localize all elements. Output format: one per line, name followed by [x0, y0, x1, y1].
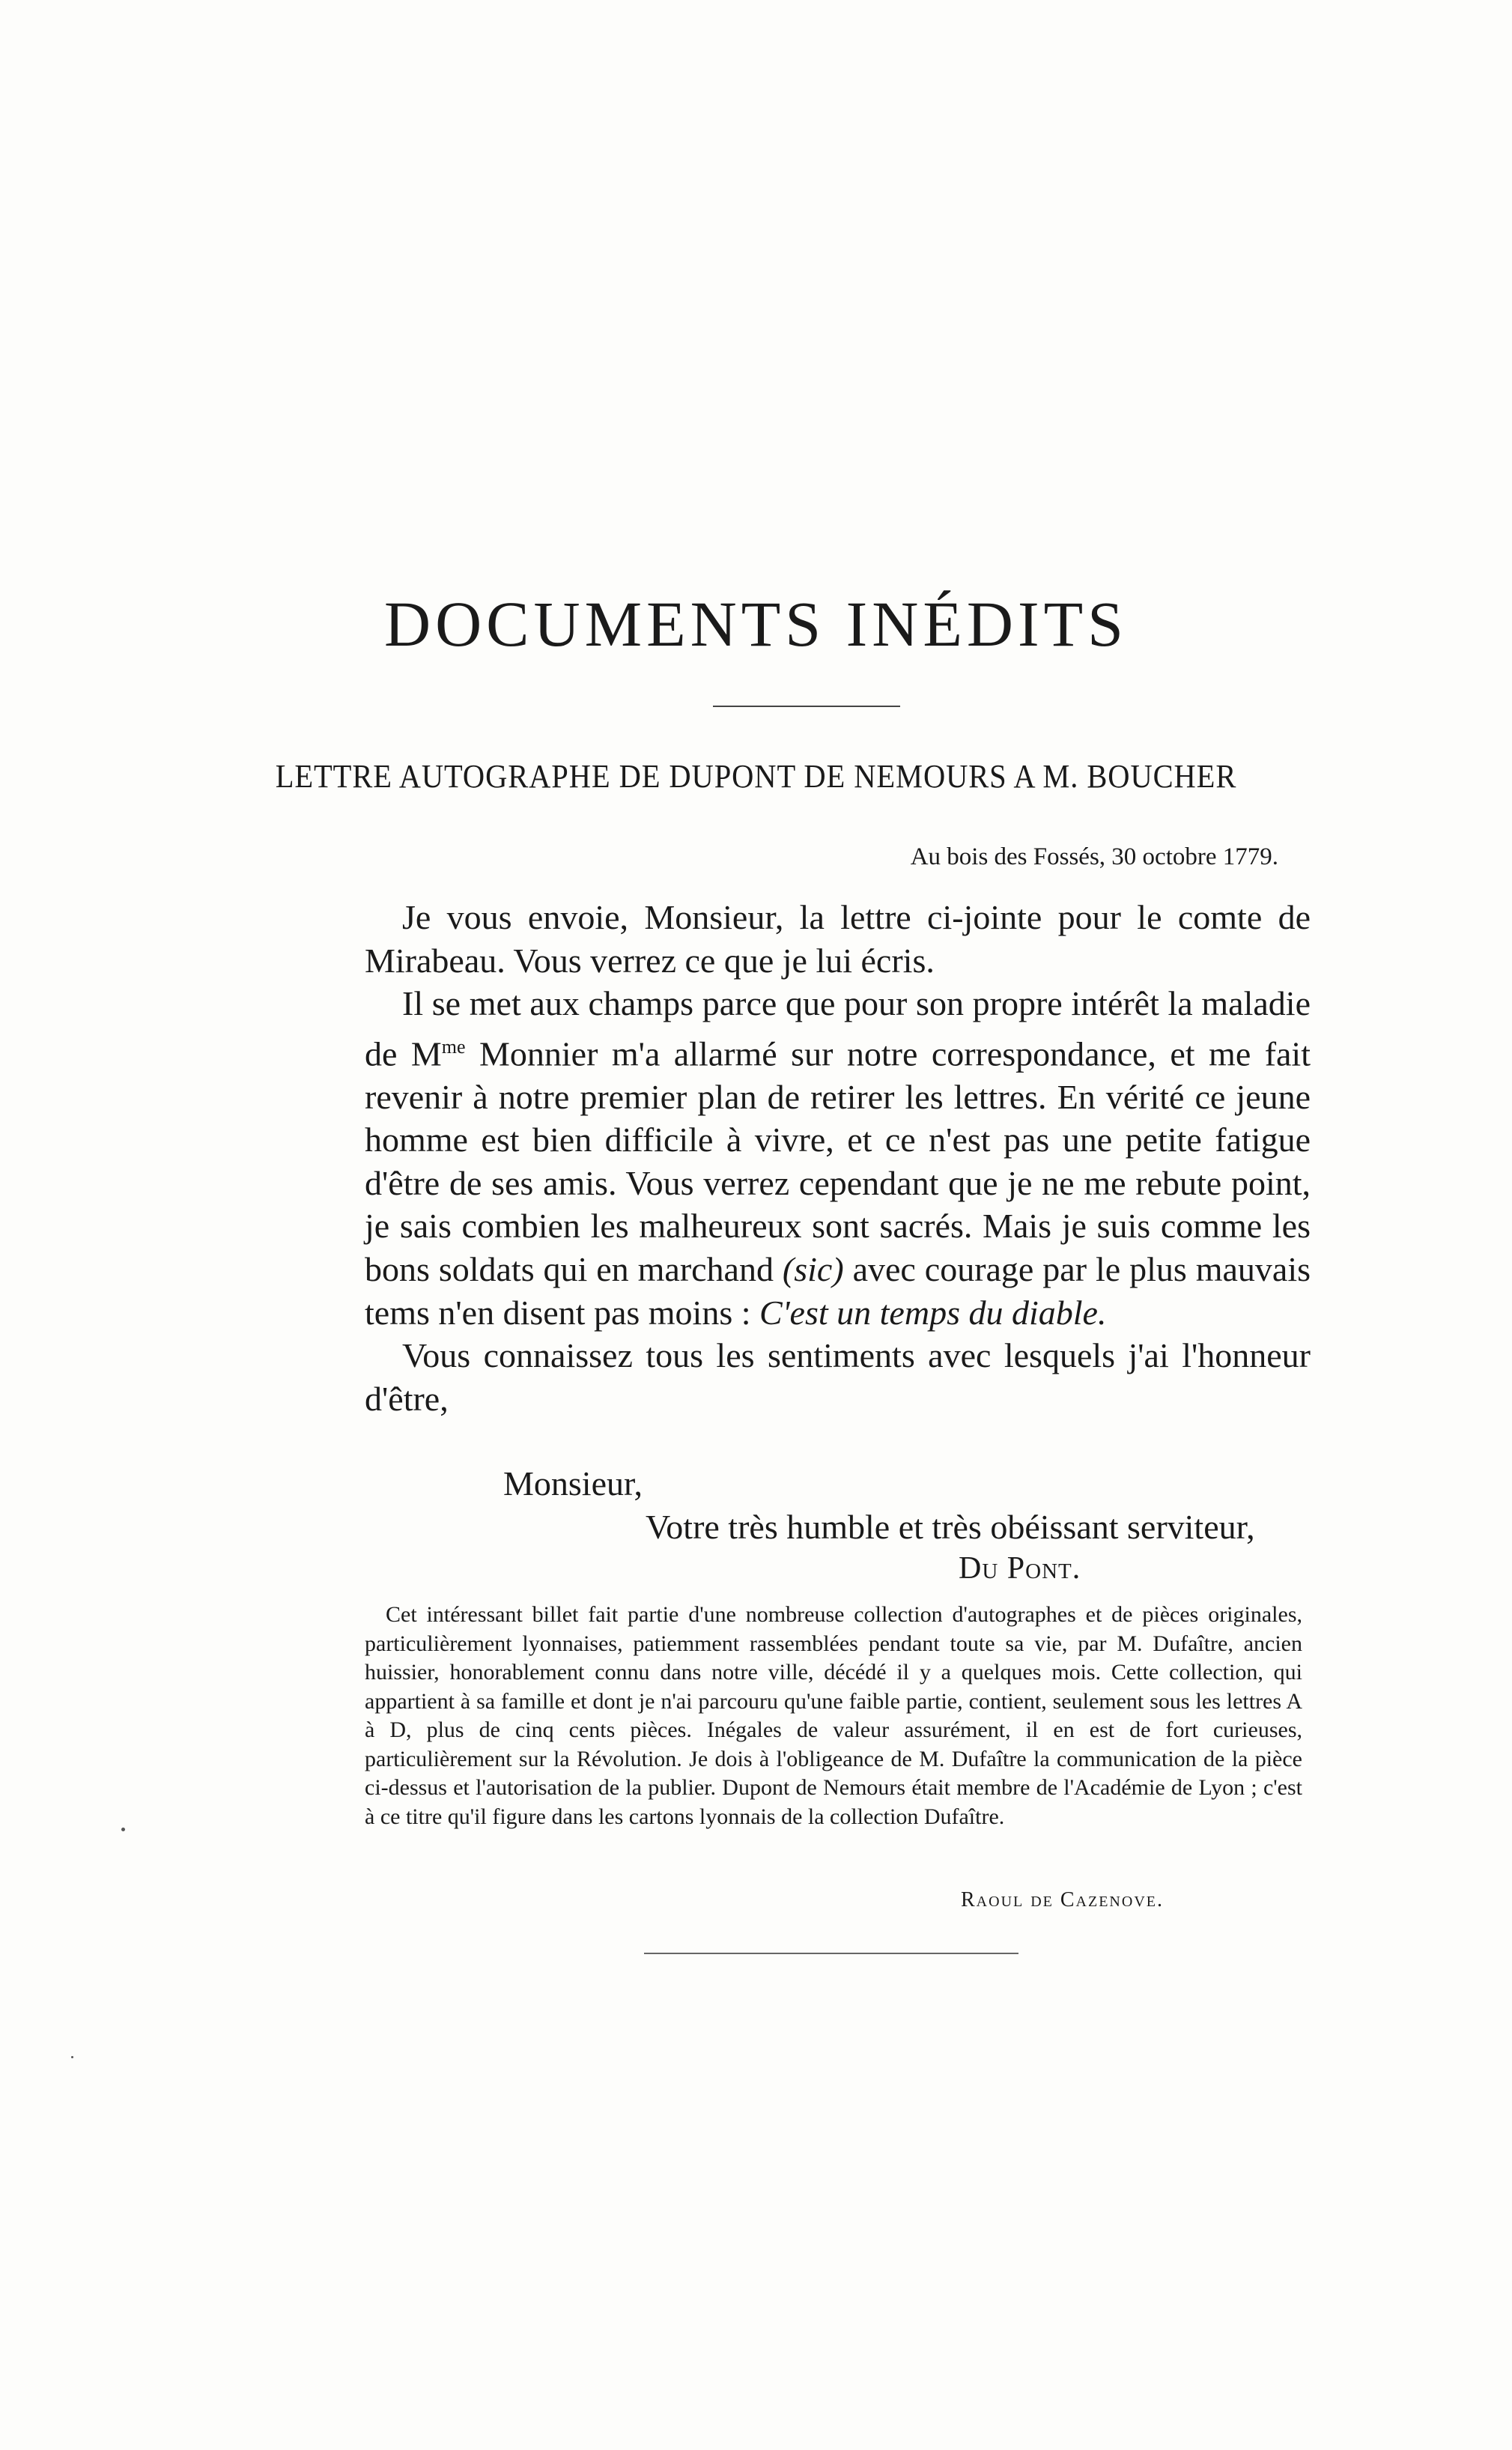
letter-body	[365, 896, 1311, 1420]
letter-p2-text-a: Il se met aux champs parce que pour son propre intérêt la maladie de M	[365, 984, 1311, 1073]
letter-subtitle: LETTRE AUTOGRAPHE DE DUPONT DE NEMOURS A M. BOUCHER	[275, 758, 1237, 795]
editor-note: Cet intéressant billet fait partie d'une nombreuse collection d'autographes et de pièces originales, particulièrement lyonnaises, patiemment rassemblées pendant toute sa vie, par M. Dufaître, ancien huissier, honorablement connu dans notre ville, décédé il y a quelques mois. Cette collection, qui appartient à sa famille et dont je n'ai parcouru qu'une faible partie, contient, seulement sous les lettres A à D, plus de cinq cents pièces. Inégales de valeur assurément, il en est de fort curieuses, particulièrement sur la Révolution. Je dois à l'obligeance de M. Dufaître la communication de la pièce ci-dessus et l'autorisation de la publier. Dupont de Nemours était membre de l'Académie de Lyon ; c'est à ce titre qu'il figure dans les cartons lyonnais de la collection Dufaître.	[365, 1602, 1302, 1829]
letter-closing: Votre très humble et très obéissant serviteur,	[646, 1508, 1255, 1546]
editor-note-signature: Raoul de Cazenove.	[961, 1888, 1164, 1911]
page-heading: DOCUMENTS INÉDITS	[383, 588, 1129, 660]
letter-signature: Du Pont.	[959, 1551, 1081, 1586]
title-divider	[713, 706, 900, 707]
letter-p2-text-b: Monnier m'a allarmé sur notre correspondance, et me fait revenir à notre premier plan de retirer les lettres. En vérité ce jeune homme est bien difficile à vivre, et ce n'est pas une petite fatigue d'être de ses amis. Vous verrez cependant que je ne me rebute point, je sais combien les malheureux sont sacrés. Mais je suis comme les bons soldats qui en marchand	[365, 1034, 1311, 1289]
letter-p2-superscript: me	[441, 1035, 466, 1058]
letter-paragraph-2	[365, 982, 1311, 1334]
letter-p2-quote: C'est un temps du diable.	[759, 1293, 1107, 1332]
paper-speck	[71, 2056, 73, 2058]
letter-paragraph-1: Je vous envoie, Monsieur, la lettre ci-jointe pour le comte de Mirabeau. Vous verrez ce que je lui écris.	[365, 898, 1311, 980]
letter-salutation: Monsieur,	[503, 1464, 643, 1503]
bottom-divider	[644, 1953, 1018, 1954]
letter-paragraph-3: Vous connaissez tous les sentiments avec lesquels j'ai l'honneur d'être,	[365, 1336, 1311, 1418]
letter-p2-text-c: avec courage par le plus mauvais tems n'en disent pas moins :	[365, 1250, 1311, 1332]
letter-dateline: Au bois des Fossés, 30 octobre 1779.	[910, 843, 1278, 870]
letter-p2-sic: (sic)	[782, 1250, 844, 1289]
paper-speck	[121, 1828, 125, 1831]
